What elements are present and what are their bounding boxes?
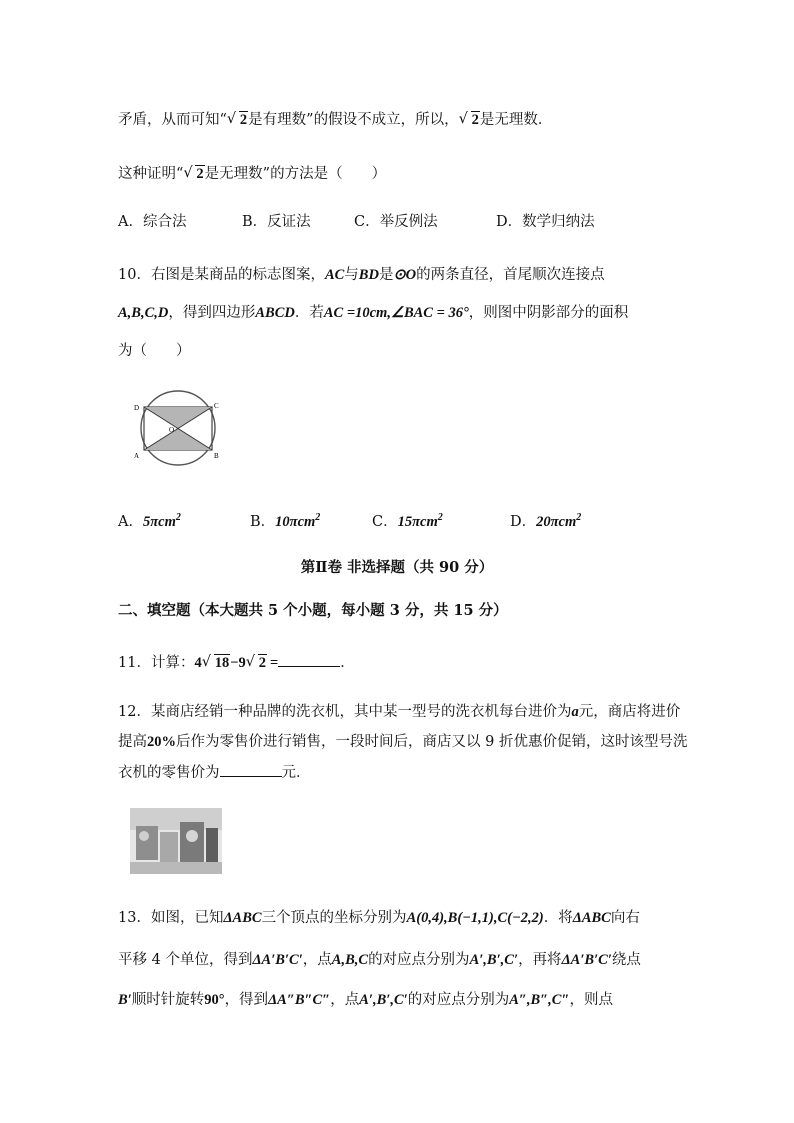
option-b[interactable]: B．10πcm$^2$ <box>250 512 321 530</box>
text: 衣机的零售价为 <box>118 765 220 781</box>
q13-line-2 <box>118 950 641 970</box>
sqrt-expression: √ 2 <box>185 164 204 184</box>
text: ，得到四边形 <box>168 305 256 321</box>
text: 三个顶点的坐标分别为 <box>261 910 407 926</box>
part-heading: 二、填空题（本大题共 5 个小题，每小题 3 分，共 15 分） <box>118 602 508 619</box>
math: −9 <box>230 655 246 671</box>
q9-line-2 <box>118 164 386 184</box>
q10-line-3 <box>118 341 191 361</box>
circle-rectangle-figure <box>128 388 226 468</box>
math: AC <box>324 267 345 283</box>
text: 是有理数”的假设不成立，所以， <box>248 112 459 128</box>
text: 12．某商店经销一种品牌的洗衣机，其中某一型号的洗衣机每台进价为 <box>118 704 572 720</box>
text: ，点 <box>330 992 360 1008</box>
text: 是 <box>378 267 394 283</box>
q12-line-3 <box>118 762 311 783</box>
text: 提高 <box>118 734 147 750</box>
text: 顺时针旋转 <box>131 992 205 1008</box>
math: ΔA′B′C′ <box>252 952 303 968</box>
text: 10．右图是某商品的标志图案， <box>118 267 325 283</box>
shaded-triangle-top <box>144 407 212 428</box>
q10-options <box>118 508 581 532</box>
text: 11．计算： <box>118 655 195 671</box>
text: ，得到 <box>224 992 269 1008</box>
option-c[interactable]: C．15πcm$^2$ <box>372 512 443 530</box>
q12-line-1 <box>118 702 680 722</box>
label-b: B <box>214 452 219 460</box>
option-b[interactable]: B．反证法 <box>242 214 311 230</box>
q10-line-2 <box>118 303 628 323</box>
text: 的对应点分别为 <box>407 992 510 1008</box>
math: BD <box>358 267 379 283</box>
math: = <box>269 655 279 671</box>
label-c: C <box>214 402 219 410</box>
text: ，则图中阴影部分的面积 <box>468 305 629 321</box>
text: 元． <box>281 765 311 781</box>
text: 绕点 <box>611 952 641 968</box>
washing-machine-photo <box>130 808 222 874</box>
text: 矛盾，从而可知“ <box>118 112 227 128</box>
section-title: 第Ⅱ卷 非选择题（共 90 分） <box>300 559 494 576</box>
math: ABCD <box>255 305 295 321</box>
label-a: A <box>134 452 140 460</box>
text: ，点 <box>302 952 332 968</box>
text: 元，商店将进价 <box>578 704 681 720</box>
q10-line-1 <box>118 265 605 285</box>
sqrt-expression: √ 2 <box>229 110 248 130</box>
q9-line-1 <box>118 110 552 130</box>
shaded-triangle-bottom <box>144 428 212 450</box>
text: 的两条直径，首尾顺次连接点 <box>416 267 605 283</box>
math: A″,B″,C″ <box>509 992 570 1008</box>
q13-line-3 <box>118 990 613 1010</box>
math: 4 <box>194 655 202 671</box>
text: 是无理数”的方法是（ ） <box>204 166 387 182</box>
text: 是无理数． <box>479 112 553 128</box>
q11 <box>118 652 355 673</box>
q13-line-1 <box>118 908 640 928</box>
text: 这种证明“ <box>118 166 184 182</box>
text: 后作为零售价进行销售，一段时间后，商店又以 9 折优惠价促销，这时该型号洗 <box>176 734 688 750</box>
math: A′,B′,C′ <box>469 952 519 968</box>
math: A′,B′,C′ <box>359 992 408 1008</box>
text: ．若 <box>294 305 324 321</box>
math: AC =10cm,∠BAC = 36° <box>323 305 469 321</box>
text: 与 <box>344 267 359 283</box>
answer-blank[interactable] <box>220 762 282 777</box>
math: 20% <box>147 734 176 750</box>
text: ．将 <box>543 910 573 926</box>
math: ΔABC <box>572 910 611 926</box>
math: A,B,C <box>331 952 369 968</box>
math: A(0,4),B(−1,1),C(−2,2) <box>406 910 544 926</box>
sqrt-expression: √ 2 <box>461 110 480 130</box>
text: ，则点 <box>569 992 613 1008</box>
text: 13．如图，已知 <box>118 910 224 926</box>
q9-options <box>118 212 595 232</box>
label-o: O <box>169 426 175 434</box>
q12-line-2 <box>118 732 687 752</box>
option-a[interactable]: A．5πcm$^2$ <box>118 512 181 530</box>
math: 90° <box>204 992 225 1008</box>
math: ΔA′B′C′ <box>561 952 612 968</box>
text: 向右 <box>610 910 640 926</box>
math: ΔABC <box>223 910 262 926</box>
math: B′ <box>118 992 132 1008</box>
math: A,B,C,D <box>118 305 169 321</box>
text: ． <box>340 655 355 671</box>
option-d[interactable]: D．20πcm$^2$ <box>510 512 582 530</box>
text: 平移 4 个单位，得到 <box>118 952 253 968</box>
text: 为（ ） <box>118 343 191 359</box>
math: a <box>571 704 579 720</box>
sqrt-expression: √ 18 <box>204 653 231 673</box>
math: ⊙O <box>393 267 417 283</box>
answer-blank[interactable] <box>278 652 340 667</box>
option-d[interactable]: D．数学归纳法 <box>496 214 595 230</box>
text: 的对应点分别为 <box>368 952 470 968</box>
sqrt-expression: √ 2 <box>248 653 267 673</box>
text: ，再将 <box>518 952 562 968</box>
label-d: D <box>134 404 140 412</box>
option-a[interactable]: A．综合法 <box>118 214 187 230</box>
math: ΔA″B″C″ <box>268 992 331 1008</box>
option-c[interactable]: C．举反例法 <box>354 214 438 230</box>
